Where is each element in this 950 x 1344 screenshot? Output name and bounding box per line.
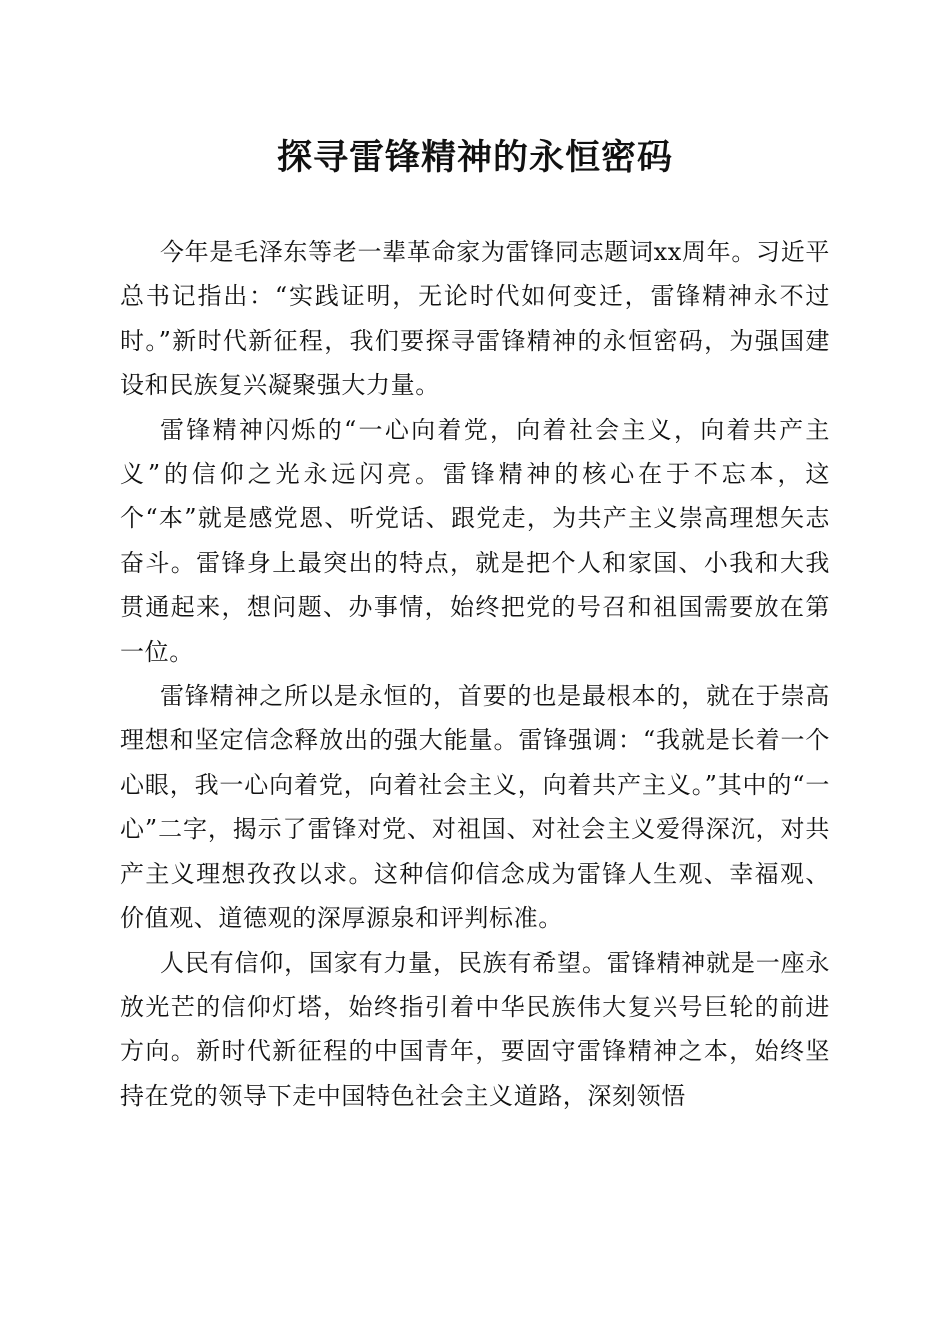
document-body — [120, 230, 830, 1118]
paragraph-2: 雷锋精神闪烁的“一心向着党，向着社会主义，向着共产主义”的信仰之光永远闪亮。雷锋精神的核心在于不忘本，这个“本”就是感党恩、听党话、跟党走，为共产主义崇高理想矢志奋斗。雷锋身上最突出的特点，就是把个人和家国、小我和大我贯通起来，想问题、办事情，始终把党的号召和祖国需要放在第一位。 — [120, 415, 830, 666]
document-title: 探寻雷锋精神的永恒密码 — [276, 137, 673, 178]
paragraph-1: 今年是毛泽东等老一辈革命家为雷锋同志题词xx周年。习近平总书记指出：“实践证明，无论时代如何变迁，雷锋精神永不过时。”新时代新征程，我们要探寻雷锋精神的永恒密码，为强国建设和民族复兴凝聚强大力量。 — [120, 238, 830, 400]
paragraph-3: 雷锋精神之所以是永恒的，首要的也是最根本的，就在于崇高理想和坚定信念释放出的强大能量。雷锋强调：“我就是长着一个心眼，我一心向着党，向着社会主义，向着共产主义。”其中的“一心”二字，揭示了雷锋对党、对祖国、对社会主义爱得深沉，对共产主义理想孜孜以求。这种信仰信念成为雷锋人生观、幸福观、价值观、道德观的深厚源泉和评判标准。 — [120, 682, 830, 933]
paragraph-4: 人民有信仰，国家有力量，民族有希望。雷锋精神就是一座永放光芒的信仰灯塔，始终指引着中华民族伟大复兴号巨轮的前进方向。新时代新征程的中国青年，要固守雷锋精神之本，始终坚持在党的领导下走中国特色社会主义道路，深刻领悟 — [120, 948, 830, 1110]
